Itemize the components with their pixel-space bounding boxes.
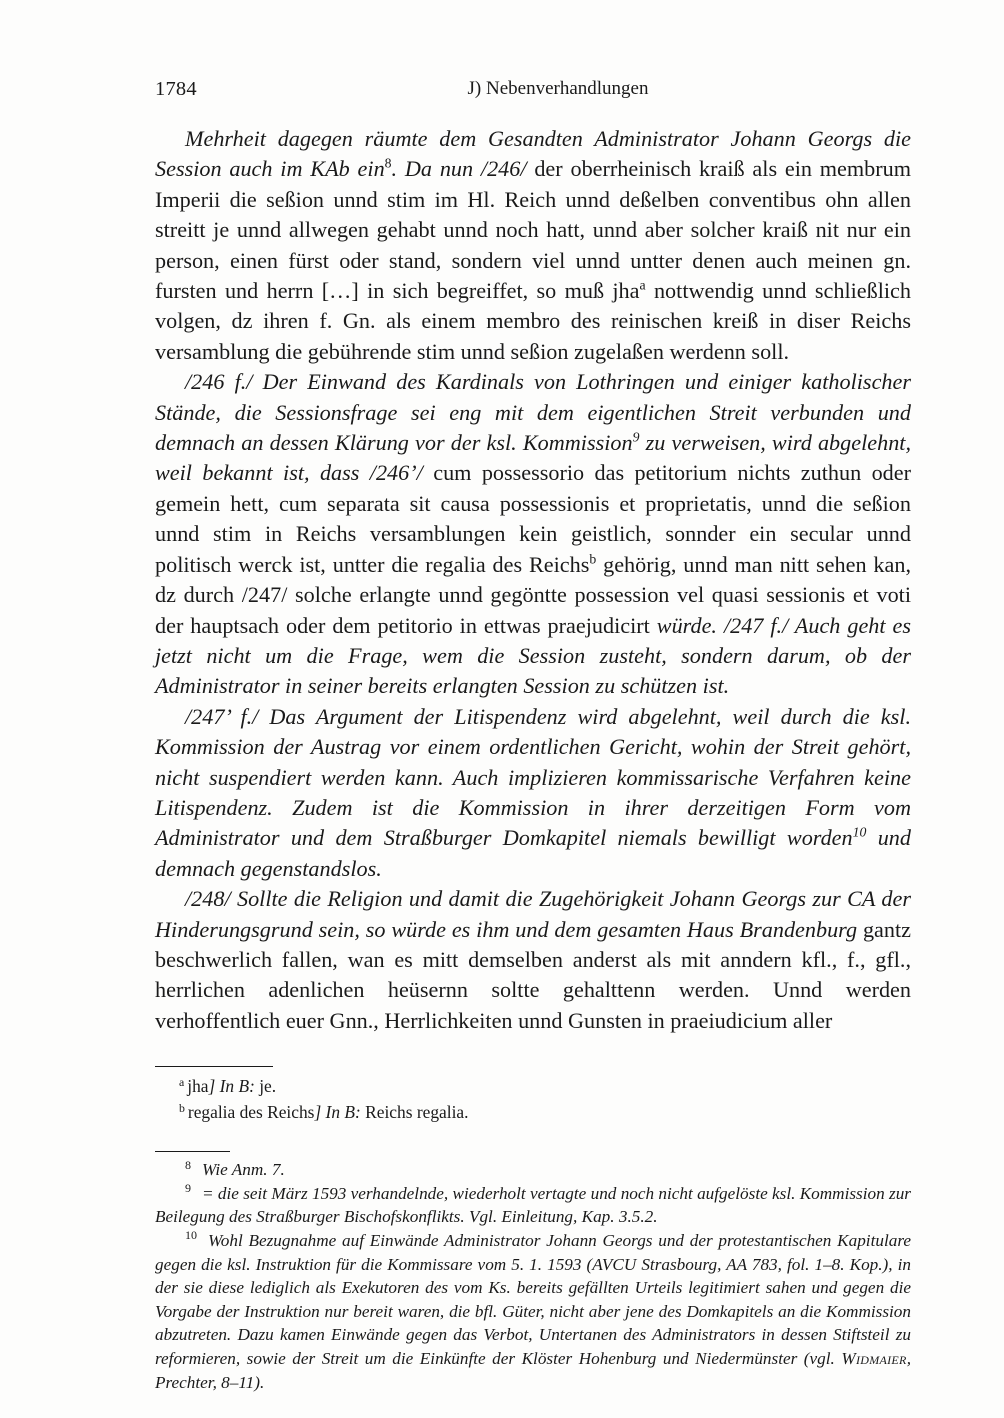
- footnote-mark: 9: [185, 1181, 192, 1196]
- footnote-text: = die seit März 1593 verhandelnde, wiederholt vertagte und noch nicht aufgelöste ksl. Kommission zur Beilegung des Straßburger Bischofskonflikts. Vgl. Einleitung, Kap. 3.5.2.: [155, 1183, 911, 1227]
- variant-note-mark: b: [179, 1100, 185, 1115]
- footnote-section: [155, 1151, 911, 1394]
- footnote-rule: [155, 1151, 230, 1152]
- page-number: 1784: [155, 78, 197, 100]
- footnote-text: Wohl Bezugnahme auf Einwände Administrator Johann Georgs und der protestantischen Kapitulare gegen die ksl. Instruktion für die Kommissare vom 5. 1. 1593 (AVCU Strasbourg, AA 783, fol. 1–8. Kop.), in der sie diese lediglich als Exekutoren des vom Ks. bereits gefällten Urteils legitimiert sahen und gegen die Vorgabe der Instruktion nur bereit waren, die bfl. Güter, nicht aber jene des Domkapitels an die Kommission abzutreten. Dazu kamen Einwände gegen das Verbot, Untertanen des Administrators in dessen Stiftsteil zu reformieren, sowie der Streit um die Einkünfte der Klöster Hohenburg und Niedermünster (vgl. Widmaier, Prechter, 8–11).: [155, 1230, 911, 1392]
- variant-note-mark: a: [179, 1074, 185, 1089]
- footnote-text: Wie Anm. 7.: [202, 1160, 285, 1180]
- footnote-mark: 8: [185, 1157, 192, 1172]
- apparatus-section: [155, 1066, 911, 1394]
- body-text: [155, 124, 911, 1036]
- variant-apparatus-rule: [155, 1066, 273, 1067]
- footnote: [155, 1158, 911, 1182]
- footnote-list: [155, 1158, 911, 1394]
- paragraph: /246 f./ Der Einwand des Kardinals von Lothringen und einiger katholischer Stände, die Sessionsfrage sei eng mit dem eigentlichen Streit verbunden und demnach an dessen Klärung vor der ksl. Kommission$^9$ zu verweisen, wird abgelehnt, weil bekannt ist, dass /246’/ cum possessorio das petitorium nichts zuthun oder gemein hett, cum separata sit causa possessionis et proprietatis, unnd die seßion unnd stim in Reichs versamblungen kein geistlich, sonnder ein secular unnd politisch werck ist, untter die regalia des Reichs$^b$ gehörig, unnd man nitt sehen kan, dz durch /247/ solche erlangte unnd gegöntte possession vel quasi sessionis et voti der hauptsach oder dem petitorio in ettwas praejudicirt würde. /247 f./ Auch geht es jetzt nicht um die Frage, wem die Session zusteht, sondern darum, ob der Administrator in seiner bereits erlangten Session zu schützen ist.: [155, 369, 911, 699]
- variant-note-text: jha] In B: je.: [187, 1076, 277, 1097]
- variant-note: [155, 1099, 911, 1125]
- variant-note: [155, 1073, 911, 1099]
- page-content: [155, 72, 911, 1394]
- paragraph: /248/ Sollte die Religion und damit die Zugehörigkeit Johann Georgs zur CA der Hinderungsgrund sein, so würde es ihm und dem gesamten Haus Brandenburg gantz beschwerlich fallen, wan es mitt demselben anderst als mit anndern kfl., f., gfl., herrlichen adenlichen heüsernn soltte gehalttenn werden. Unnd werden verhoffentlich euer Gnn., Herrlichkeiten unnd Gunsten in praeiudicium aller: [155, 886, 911, 1033]
- running-head: [155, 72, 911, 106]
- paragraph: /247’ f./ Das Argument der Litispendenz wird abgelehnt, weil durch die ksl. Kommission der Austrag vor einem ordentlichen Gericht, wohin der Streit gehört, nicht suspendiert werden kann. Auch implizieren kommissarische Verfahren keine Litispendenz. Zudem ist die Kommission in ihrer derzeitigen Form vom Administrator und dem Straßburger Domkapitel niemals bewilligt worden$^{10}$ und demnach gegenstandslos.: [155, 703, 911, 881]
- running-title: J) Nebenverhandlungen: [467, 78, 649, 99]
- variant-note-text: regalia des Reichs] In B: Reichs regalia.: [187, 1102, 469, 1123]
- footnote-mark: 10: [185, 1228, 198, 1243]
- paragraph: Mehrheit dagegen räumte dem Gesandten Administrator Johann Georgs die Session auch im KAb ein$^8$. Da nun /246/ der oberrheinisch kraiß als ein membrum Imperii die seßion unnd stim im Hl. Reich unnd deßelben conventibus ohn allen streitt je unnd allwegen gehabt unnd noch hatt, unnd aber solcher kraiß nit nur ein person, einen fürst oder stand, sondern viel unnd untter denen auch meinen gn. fursten und herrn […] in sich begreiffet, so muß jha$^a$ nottwendig unnd schließlich volgen, dz ihren f. Gn. als einem membro des reinischen kreiß in diser Reichs versamblung die gebührende stim unnd seßion zugelaßen werdenn soll.: [155, 126, 912, 364]
- footnote: [155, 1182, 911, 1229]
- footnote: [155, 1229, 911, 1394]
- variant-apparatus-list: [155, 1073, 911, 1125]
